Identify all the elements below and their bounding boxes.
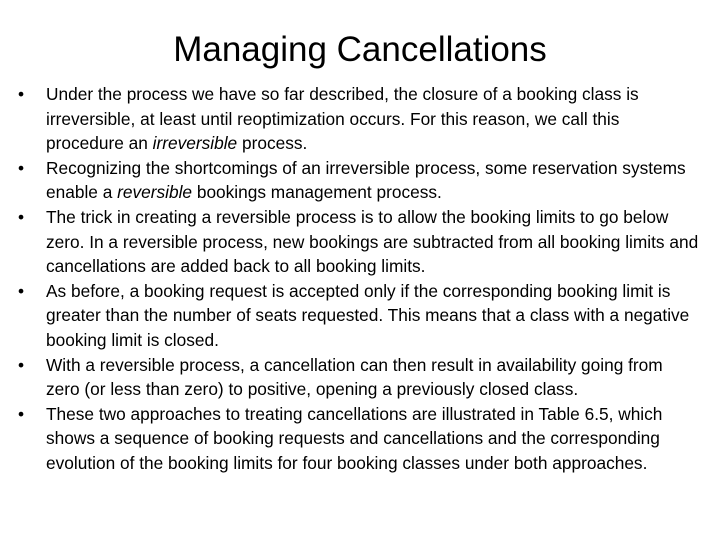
bullet-item	[18, 353, 700, 402]
bullet-text: Recognizing the shortcomings of an irreversible process, some reservation systems enable a reversible bookings management process.	[46, 157, 686, 203]
bullet-item	[18, 402, 700, 476]
emphasis-text: reversible	[117, 182, 193, 203]
bullet-icon: •	[18, 206, 25, 227]
bullet-item	[18, 156, 700, 205]
emphasis-text: irreversible	[152, 133, 238, 154]
bullet-text: Under the process we have so far described, the closure of a booking class is irreversible, at least until reoptimization occurs. For this reason, we call this procedure an irreversible process.	[46, 84, 639, 154]
bullet-text: The trick in creating a reversible process is to allow the booking limits to go below zero. In a reversible process, new bookings are subtracted from all booking limits and cancellations are added back to all booking limits.	[46, 206, 699, 277]
bullet-item	[18, 82, 700, 156]
bullet-icon: •	[18, 280, 25, 301]
bullet-text: As before, a booking request is accepted only if the corresponding booking limit is greater than the number of seats requested. This means that a class with a negative booking limit is closed.	[46, 280, 690, 350]
bullet-icon: •	[18, 157, 25, 178]
slide-title: Managing Cancellations	[173, 30, 547, 69]
bullet-icon: •	[18, 84, 25, 104]
bullet-item	[18, 279, 700, 353]
bullet-text: With a reversible process, a cancellation can then result in availability going from zero (or less than zero) to positive, opening a previously closed class.	[46, 354, 663, 400]
bullet-item	[18, 205, 700, 279]
bullet-list	[18, 82, 700, 476]
bullet-icon: •	[18, 403, 25, 424]
bullet-icon: •	[18, 354, 25, 375]
bullet-text: These two approaches to treating cancellations are illustrated in Table 6.5, which shows a sequence of booking requests and cancellations and the corresponding evolution of the booking limits for four booking classes under both approaches.	[46, 403, 663, 473]
